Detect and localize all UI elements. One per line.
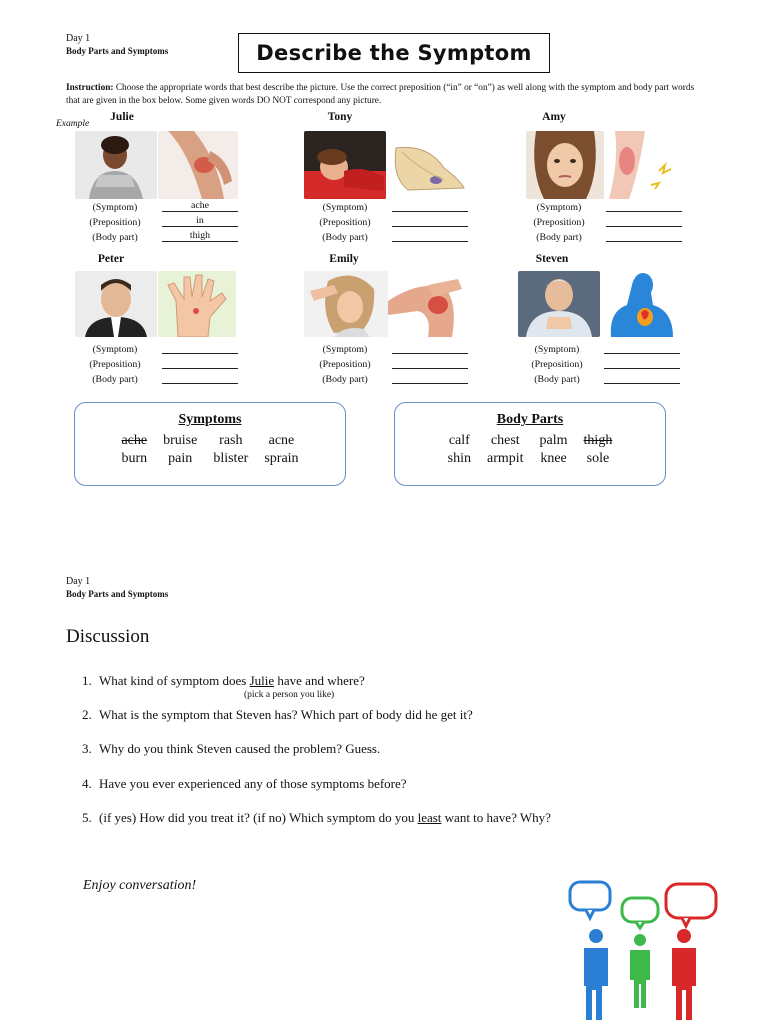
question-number: 1. — [82, 673, 92, 688]
instruction-label: Instruction: — [66, 83, 114, 93]
preposition-label: (Preposition) — [319, 359, 371, 370]
tony-preposition-answer[interactable] — [392, 215, 468, 227]
body-parts-word-list — [395, 433, 665, 467]
question-5-emphasis: least — [417, 810, 442, 825]
question-4 — [82, 776, 407, 792]
preposition-label: (Preposition) — [319, 217, 371, 228]
conversation-people-illustration — [562, 878, 724, 1024]
peter-body-part-answer[interactable] — [162, 372, 238, 384]
question-4-text: Have you ever experienced any of those symptoms before? — [99, 776, 407, 791]
tony-photo — [304, 131, 386, 199]
peter-answer-lines — [70, 342, 238, 387]
emily-answer-lines — [300, 342, 468, 387]
word-armpit: armpit — [487, 451, 524, 466]
symptoms-word-box — [74, 402, 346, 486]
symptom-label: (Symptom) — [534, 344, 580, 355]
steven-symptom-answer[interactable] — [604, 342, 680, 354]
amy-rash-photo — [605, 131, 681, 199]
peter-preposition-answer[interactable] — [162, 357, 238, 369]
body-part-label: (Body part) — [534, 374, 580, 385]
word-ache: ache — [121, 433, 148, 448]
tony-symptom-answer[interactable] — [392, 200, 468, 212]
question-5-text: (if yes) How did you treat it? (if no) Which symptom do you — [99, 810, 418, 825]
body-parts-box-title: Body Parts — [496, 412, 564, 427]
person-name-tony: Tony — [327, 111, 353, 123]
julie-symptom-answer[interactable]: ache — [162, 200, 238, 212]
word-thigh: thigh — [583, 433, 613, 448]
symptom-label: (Symptom) — [92, 344, 138, 355]
julie-answer-lines — [70, 200, 238, 245]
word-chest: chest — [490, 433, 520, 448]
peter-photo — [75, 271, 157, 337]
word-burn: burn — [121, 451, 148, 466]
question-1-text: What kind of symptom does — [99, 673, 250, 688]
question-number: 4. — [82, 776, 92, 791]
worksheet-subtitle-2: Body Parts and Symptoms — [66, 589, 169, 599]
word-rash: rash — [219, 433, 243, 448]
steven-preposition-answer[interactable] — [604, 357, 680, 369]
amy-body-part-answer[interactable] — [606, 230, 682, 242]
discussion-title: Discussion — [66, 626, 150, 647]
word-bruise: bruise — [163, 433, 198, 448]
closing-text: Enjoy conversation! — [83, 878, 197, 893]
person-name-peter: Peter — [97, 253, 125, 265]
symptom-label: (Symptom) — [536, 202, 582, 213]
peter-palm-photo — [158, 271, 236, 337]
emily-knee-photo — [388, 271, 472, 337]
question-2-text: What is the symptom that Steven has? Which part of body did he get it? — [99, 707, 473, 722]
word-shin: shin — [447, 451, 471, 466]
symptom-label: (Symptom) — [92, 202, 138, 213]
tony-body-part-answer[interactable] — [392, 230, 468, 242]
word-sole: sole — [586, 451, 610, 466]
preposition-label: (Preposition) — [89, 217, 141, 228]
worksheet-title: Describe the Symptom — [238, 33, 550, 73]
steven-chest-photo — [601, 271, 681, 337]
person-name-emily: Emily — [329, 253, 359, 265]
body-parts-word-box — [394, 402, 666, 486]
day-label-2: Day 1 — [66, 576, 91, 587]
peter-symptom-answer[interactable] — [162, 342, 238, 354]
word-knee: knee — [540, 451, 567, 466]
person-name-amy: Amy — [542, 111, 566, 123]
symptom-label: (Symptom) — [322, 202, 368, 213]
body-part-label: (Body part) — [92, 374, 138, 385]
symptoms-box-title: Symptoms — [178, 412, 242, 427]
tony-answer-lines — [300, 200, 468, 245]
steven-photo — [518, 271, 600, 337]
word-sprain: sprain — [264, 451, 299, 466]
julie-body-part-answer[interactable]: thigh — [162, 230, 238, 242]
example-label: Example — [56, 119, 90, 129]
julie-leg-photo — [158, 131, 238, 199]
amy-symptom-answer[interactable] — [606, 200, 682, 212]
question-1-text-end: have and where? — [274, 673, 365, 688]
emily-body-part-answer[interactable] — [392, 372, 468, 384]
instruction-text — [66, 82, 706, 108]
emily-symptom-answer[interactable] — [392, 342, 468, 354]
body-part-label: (Body part) — [92, 232, 138, 243]
person-name-steven: Steven — [535, 253, 569, 265]
emily-preposition-answer[interactable] — [392, 357, 468, 369]
body-part-label: (Body part) — [536, 232, 582, 243]
pick-person-hint: (pick a person you like) — [244, 690, 335, 700]
question-2 — [82, 707, 473, 723]
word-pain: pain — [168, 451, 193, 466]
amy-preposition-answer[interactable] — [606, 215, 682, 227]
body-part-label: (Body part) — [322, 232, 368, 243]
steven-body-part-answer[interactable] — [604, 372, 680, 384]
body-part-label: (Body part) — [322, 374, 368, 385]
julie-preposition-answer[interactable]: in — [162, 215, 238, 227]
question-3-text: Why do you think Steven caused the problem? Guess. — [99, 741, 381, 756]
question-1-name: Julie — [249, 673, 275, 688]
word-palm: palm — [539, 433, 568, 448]
question-number: 5. — [82, 810, 92, 825]
symptom-label: (Symptom) — [322, 344, 368, 355]
person-name-julie: Julie — [110, 111, 134, 123]
tony-foot-photo — [388, 138, 468, 196]
question-number: 2. — [82, 707, 92, 722]
day-label: Day 1 — [66, 33, 91, 44]
question-5-text-end: want to have? Why? — [441, 810, 551, 825]
amy-photo — [526, 131, 604, 199]
amy-answer-lines — [514, 200, 682, 245]
julie-photo — [75, 131, 157, 199]
question-number: 3. — [82, 741, 92, 756]
preposition-label: (Preposition) — [531, 359, 583, 370]
instruction-body: Choose the appropriate words that best describe the picture. Use the correct preposition (“in” or “on”) as well along with the symptom and body part words that are given in the box below. Some given words DO NOT correspond any picture. — [66, 83, 695, 106]
steven-answer-lines — [512, 342, 680, 387]
question-1 — [82, 673, 365, 689]
question-3 — [82, 741, 380, 757]
symptoms-word-list — [75, 433, 345, 467]
question-5 — [82, 810, 551, 826]
word-blister: blister — [213, 451, 249, 466]
preposition-label: (Preposition) — [533, 217, 585, 228]
word-acne: acne — [268, 433, 295, 448]
emily-photo — [304, 271, 388, 337]
worksheet-subtitle: Body Parts and Symptoms — [66, 46, 169, 56]
word-calf: calf — [448, 433, 470, 448]
preposition-label: (Preposition) — [89, 359, 141, 370]
